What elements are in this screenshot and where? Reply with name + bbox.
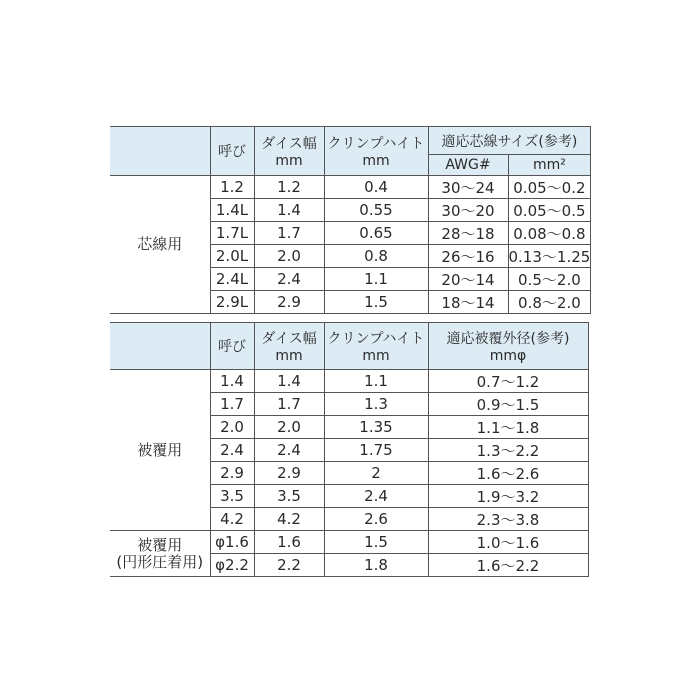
cell-die: 2.0 <box>254 416 324 439</box>
cell-yobi: 2.4L <box>210 268 254 291</box>
cell-outer-diameter: 0.9～1.5 <box>428 393 588 416</box>
cell-awg: 20～14 <box>428 268 508 291</box>
group-label-cover-round <box>110 531 210 577</box>
cell-die: 2.2 <box>254 554 324 577</box>
cell-die: 1.7 <box>254 222 324 245</box>
cell-yobi: 1.7L <box>210 222 254 245</box>
header-wire-size: 適応芯線サイズ(参考) <box>428 127 591 155</box>
cell-crimp: 1.75 <box>324 439 428 462</box>
cell-die: 1.6 <box>254 531 324 554</box>
header-outer-diameter-label: 適応被覆外径(参考) <box>446 331 570 347</box>
group-label-core: 芯線用 <box>110 176 210 314</box>
cell-die: 2.9 <box>254 291 324 314</box>
cell-awg: 30～24 <box>428 176 508 199</box>
header-crimp-height-unit: mm <box>362 348 390 364</box>
header-die-width <box>254 323 324 370</box>
header-yobi: 呼び <box>210 127 254 176</box>
cell-mm2: 0.05～0.5 <box>508 199 591 222</box>
cell-yobi: 1.2 <box>210 176 254 199</box>
cell-die: 3.5 <box>254 485 324 508</box>
cell-outer-diameter: 1.6～2.6 <box>428 462 588 485</box>
cell-outer-diameter: 1.0～1.6 <box>428 531 588 554</box>
cell-yobi: 2.9L <box>210 291 254 314</box>
header-die-width-label: ダイス幅 <box>261 136 317 152</box>
cell-crimp: 1.5 <box>324 531 428 554</box>
cell-yobi: 2.9 <box>210 462 254 485</box>
cell-mm2: 0.8～2.0 <box>508 291 591 314</box>
header-crimp-height-unit: mm <box>362 153 390 169</box>
cell-awg: 18～14 <box>428 291 508 314</box>
cell-die: 4.2 <box>254 508 324 531</box>
cell-outer-diameter: 2.3～3.8 <box>428 508 588 531</box>
cell-yobi: φ1.6 <box>210 531 254 554</box>
cell-mm2: 0.05～0.2 <box>508 176 591 199</box>
header-die-width-unit: mm <box>275 348 303 364</box>
cell-yobi: φ2.2 <box>210 554 254 577</box>
cell-mm2: 0.5～2.0 <box>508 268 591 291</box>
cell-crimp: 1.5 <box>324 291 428 314</box>
group-label-cover: 被覆用 <box>110 370 210 531</box>
cell-crimp: 0.65 <box>324 222 428 245</box>
header-crimp-height <box>324 323 428 370</box>
header-outer-diameter <box>428 323 588 370</box>
header-die-width-unit: mm <box>275 153 303 169</box>
cell-crimp: 0.8 <box>324 245 428 268</box>
cell-outer-diameter: 1.6～2.2 <box>428 554 588 577</box>
cell-crimp: 1.1 <box>324 370 428 393</box>
header-die-width-label: ダイス幅 <box>261 331 317 347</box>
cell-die: 1.2 <box>254 176 324 199</box>
cell-yobi: 2.0L <box>210 245 254 268</box>
header-die-width <box>254 127 324 176</box>
cell-die: 1.4 <box>254 199 324 222</box>
cell-awg: 30～20 <box>428 199 508 222</box>
cell-die: 2.9 <box>254 462 324 485</box>
cell-awg: 28～18 <box>428 222 508 245</box>
cell-awg: 26～16 <box>428 245 508 268</box>
header-awg: AWG# <box>428 155 508 176</box>
cell-outer-diameter: 1.9～3.2 <box>428 485 588 508</box>
core-wire-spec-table <box>110 126 591 314</box>
cell-yobi: 2.4 <box>210 439 254 462</box>
cell-yobi: 2.0 <box>210 416 254 439</box>
cell-crimp: 0.55 <box>324 199 428 222</box>
cell-crimp: 2.6 <box>324 508 428 531</box>
cell-outer-diameter: 1.3～2.2 <box>428 439 588 462</box>
cell-crimp: 2 <box>324 462 428 485</box>
cell-mm2: 0.08～0.8 <box>508 222 591 245</box>
cell-yobi: 3.5 <box>210 485 254 508</box>
cell-crimp: 1.3 <box>324 393 428 416</box>
cell-crimp: 0.4 <box>324 176 428 199</box>
header-corner <box>110 127 210 176</box>
cell-crimp: 1.8 <box>324 554 428 577</box>
cell-die: 1.7 <box>254 393 324 416</box>
cell-yobi: 4.2 <box>210 508 254 531</box>
cell-die: 1.4 <box>254 370 324 393</box>
header-crimp-height-label: クリンプハイト <box>327 136 425 152</box>
cell-die: 2.0 <box>254 245 324 268</box>
cover-spec-table <box>110 322 589 577</box>
cell-yobi: 1.4 <box>210 370 254 393</box>
header-crimp-height <box>324 127 428 176</box>
cell-crimp: 1.35 <box>324 416 428 439</box>
cell-yobi: 1.4L <box>210 199 254 222</box>
group-label-cover-round-line1: 被覆用 <box>137 535 183 554</box>
cell-mm2: 0.13～1.25 <box>508 245 591 268</box>
group-label-cover-round-line2: (円形圧着用) <box>116 552 204 571</box>
header-mm2: mm² <box>508 155 591 176</box>
cell-yobi: 1.7 <box>210 393 254 416</box>
header-corner <box>110 323 210 370</box>
cell-crimp: 1.1 <box>324 268 428 291</box>
header-yobi: 呼び <box>210 323 254 370</box>
cell-die: 2.4 <box>254 439 324 462</box>
cell-outer-diameter: 1.1～1.8 <box>428 416 588 439</box>
header-outer-diameter-unit: mmφ <box>489 348 527 364</box>
cell-crimp: 2.4 <box>324 485 428 508</box>
cell-outer-diameter: 0.7～1.2 <box>428 370 588 393</box>
cell-die: 2.4 <box>254 268 324 291</box>
header-crimp-height-label: クリンプハイト <box>327 331 425 347</box>
